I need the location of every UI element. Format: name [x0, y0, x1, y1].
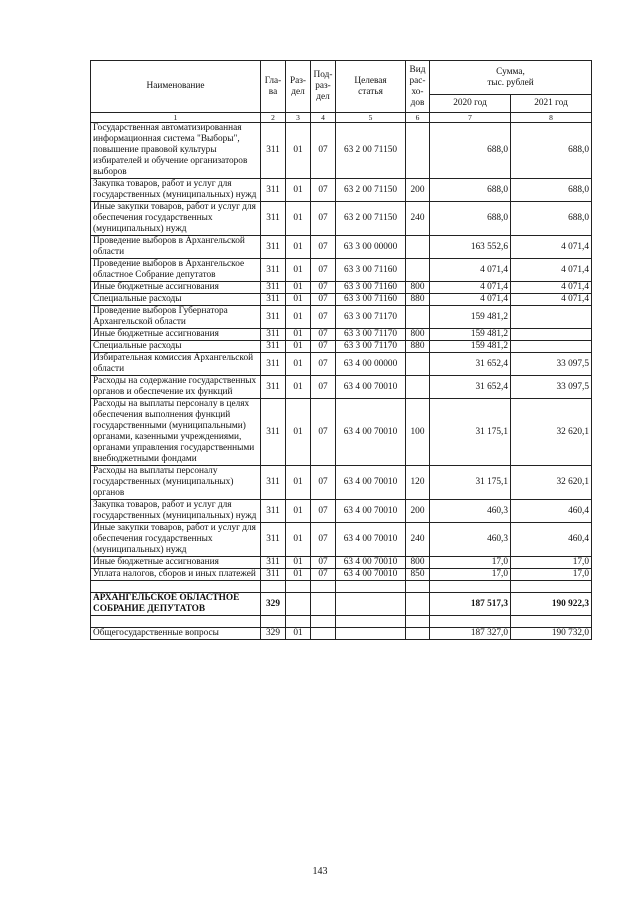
- row-sum-2021: [511, 329, 592, 341]
- row-sum-2020: 460,3: [430, 523, 511, 557]
- row-target: 63 3 00 00000: [336, 236, 406, 259]
- row-sum-2021: [511, 616, 592, 628]
- row-sum-2020: [430, 581, 511, 593]
- row-sum-2021: 460,4: [511, 500, 592, 523]
- row-sum-2021: 190 922,3: [511, 593, 592, 616]
- row-glava: 311: [261, 557, 286, 569]
- column-number: 1: [91, 113, 261, 123]
- row-sum-2020: 159 481,2: [430, 306, 511, 329]
- row-podrazdel: 07: [311, 236, 336, 259]
- row-glava: 311: [261, 179, 286, 202]
- row-vid: 120: [406, 466, 430, 500]
- row-sum-2021: 4 071,4: [511, 259, 592, 282]
- row-glava: 311: [261, 569, 286, 581]
- row-sum-2020: 159 481,2: [430, 329, 511, 341]
- row-target: 63 4 00 70010: [336, 466, 406, 500]
- table-row: [91, 236, 592, 259]
- row-vid: [406, 376, 430, 399]
- column-number: 7: [430, 113, 511, 123]
- row-vid: 850: [406, 569, 430, 581]
- row-vid: 240: [406, 202, 430, 236]
- row-podrazdel: 07: [311, 202, 336, 236]
- row-razdel: 01: [286, 466, 311, 500]
- row-name: Иные закупки товаров, работ и услуг для обеспечения государственных (муниципальных) нужд: [91, 202, 261, 236]
- row-sum-2021: 33 097,5: [511, 376, 592, 399]
- row-glava: 311: [261, 282, 286, 294]
- row-razdel: 01: [286, 341, 311, 353]
- row-sum-2020: 460,3: [430, 500, 511, 523]
- table-row: [91, 294, 592, 306]
- row-sum-2021: 460,4: [511, 523, 592, 557]
- table-row: [91, 179, 592, 202]
- row-podrazdel: [311, 581, 336, 593]
- row-sum-2021: [511, 581, 592, 593]
- row-razdel: 01: [286, 523, 311, 557]
- row-name: [91, 616, 261, 628]
- row-target: 63 3 00 71160: [336, 259, 406, 282]
- row-name: Расходы на выплаты персоналу в целях обеспечения выполнения функций государственными (муниципальными) органами, казенными учреждениями, органами управления государственными внебюджетными фондами: [91, 399, 261, 466]
- header-2020-text: 2020 год: [453, 98, 487, 108]
- row-name: Расходы на выплаты персоналу государственных (муниципальных) органов: [91, 466, 261, 500]
- row-target: 63 4 00 70010: [336, 376, 406, 399]
- row-vid: 200: [406, 179, 430, 202]
- column-number: 8: [511, 113, 592, 123]
- header-sum: [430, 61, 592, 95]
- row-sum-2021: [511, 306, 592, 329]
- header-2020: [430, 95, 511, 113]
- row-vid: 800: [406, 282, 430, 294]
- row-sum-2020: 4 071,4: [430, 259, 511, 282]
- table-row: [91, 329, 592, 341]
- row-vid: [406, 306, 430, 329]
- row-sum-2020: 159 481,2: [430, 341, 511, 353]
- row-sum-2020: 688,0: [430, 202, 511, 236]
- row-vid: [406, 259, 430, 282]
- row-target: 63 4 00 70010: [336, 557, 406, 569]
- row-razdel: [286, 616, 311, 628]
- row-razdel: 01: [286, 179, 311, 202]
- row-podrazdel: 07: [311, 466, 336, 500]
- row-name: Иные бюджетные ассигнования: [91, 282, 261, 294]
- row-razdel: 01: [286, 329, 311, 341]
- row-sum-2020: 688,0: [430, 179, 511, 202]
- row-glava: 311: [261, 259, 286, 282]
- row-vid: [406, 353, 430, 376]
- row-glava: 311: [261, 202, 286, 236]
- row-podrazdel: 07: [311, 282, 336, 294]
- row-podrazdel: 07: [311, 557, 336, 569]
- row-name: Проведение выборов в Архангельское областное Собрание депутатов: [91, 259, 261, 282]
- row-glava: 329: [261, 628, 286, 640]
- row-vid: 800: [406, 329, 430, 341]
- row-sum-2021: 688,0: [511, 123, 592, 179]
- row-glava: 311: [261, 294, 286, 306]
- row-target: 63 3 00 71170: [336, 341, 406, 353]
- header-vid-text: Вид рас- хо- дов: [409, 64, 426, 108]
- row-sum-2020: 31 175,1: [430, 466, 511, 500]
- row-podrazdel: 07: [311, 259, 336, 282]
- table-row: [91, 500, 592, 523]
- table-row: [91, 282, 592, 294]
- row-podrazdel: 07: [311, 569, 336, 581]
- row-target: [336, 581, 406, 593]
- row-target: 63 3 00 71160: [336, 282, 406, 294]
- row-podrazdel: 07: [311, 353, 336, 376]
- row-sum-2020: 187 327,0: [430, 628, 511, 640]
- row-podrazdel: 07: [311, 376, 336, 399]
- row-target: 63 3 00 71170: [336, 329, 406, 341]
- row-sum-2020: 31 175,1: [430, 399, 511, 466]
- row-name: Иные закупки товаров, работ и услуг для обеспечения государственных (муниципальных) нужд: [91, 523, 261, 557]
- row-glava: 311: [261, 236, 286, 259]
- row-razdel: 01: [286, 376, 311, 399]
- table-row: [91, 123, 592, 179]
- header-2021: [511, 95, 592, 113]
- row-vid: 200: [406, 500, 430, 523]
- row-sum-2020: 4 071,4: [430, 282, 511, 294]
- table-row: [91, 593, 592, 616]
- row-vid: [406, 616, 430, 628]
- row-name: Уплата налогов, сборов и иных платежей: [91, 569, 261, 581]
- table-row: [91, 616, 592, 628]
- row-razdel: 01: [286, 399, 311, 466]
- header-target: [336, 61, 406, 113]
- row-razdel: 01: [286, 282, 311, 294]
- row-glava: 311: [261, 500, 286, 523]
- row-sum-2020: 187 517,3: [430, 593, 511, 616]
- table-row: [91, 202, 592, 236]
- row-vid: [406, 581, 430, 593]
- row-vid: [406, 236, 430, 259]
- row-sum-2020: 31 652,4: [430, 353, 511, 376]
- table-row: [91, 399, 592, 466]
- row-sum-2020: [430, 616, 511, 628]
- row-name: АРХАНГЕЛЬСКОЕ ОБЛАСТНОЕ СОБРАНИЕ ДЕПУТАТОВ: [91, 593, 261, 616]
- row-glava: 311: [261, 353, 286, 376]
- header-name-text: Наименование: [146, 81, 205, 91]
- budget-table: [90, 60, 592, 640]
- row-name: Общегосударственные вопросы: [91, 628, 261, 640]
- row-razdel: 01: [286, 569, 311, 581]
- row-sum-2021: 32 620,1: [511, 399, 592, 466]
- row-name: Проведение выборов Губернатора Архангельской области: [91, 306, 261, 329]
- row-glava: 311: [261, 523, 286, 557]
- row-podrazdel: 07: [311, 329, 336, 341]
- row-target: 63 2 00 71150: [336, 123, 406, 179]
- row-podrazdel: 07: [311, 399, 336, 466]
- table-row: [91, 353, 592, 376]
- row-razdel: 01: [286, 500, 311, 523]
- row-target: 63 3 00 71170: [336, 306, 406, 329]
- table-row: [91, 628, 592, 640]
- table-row: [91, 376, 592, 399]
- row-sum-2021: 17,0: [511, 569, 592, 581]
- table-row: [91, 259, 592, 282]
- row-sum-2021: 17,0: [511, 557, 592, 569]
- row-podrazdel: [311, 628, 336, 640]
- row-glava: [261, 581, 286, 593]
- row-name: [91, 581, 261, 593]
- table-row: [91, 581, 592, 593]
- header-podrazdel-text: Под- раз- дел: [313, 70, 333, 102]
- row-sum-2021: 32 620,1: [511, 466, 592, 500]
- row-name: Закупка товаров, работ и услуг для государственных (муниципальных) нужд: [91, 500, 261, 523]
- row-target: 63 2 00 71150: [336, 179, 406, 202]
- column-number: 3: [286, 113, 311, 123]
- row-glava: 311: [261, 466, 286, 500]
- row-glava: 311: [261, 306, 286, 329]
- row-name: Иные бюджетные ассигнования: [91, 557, 261, 569]
- row-target: [336, 616, 406, 628]
- row-podrazdel: 07: [311, 341, 336, 353]
- row-vid: 100: [406, 399, 430, 466]
- row-razdel: 01: [286, 123, 311, 179]
- row-glava: 311: [261, 123, 286, 179]
- row-glava: 311: [261, 376, 286, 399]
- header-glava: [261, 61, 286, 113]
- row-razdel: 01: [286, 306, 311, 329]
- header-podrazdel: [311, 61, 336, 113]
- row-name: Расходы на содержание государственных органов и обеспечение их функций: [91, 376, 261, 399]
- row-podrazdel: 07: [311, 179, 336, 202]
- row-sum-2021: 688,0: [511, 202, 592, 236]
- table-row: [91, 523, 592, 557]
- row-razdel: [286, 593, 311, 616]
- table-body: [91, 123, 592, 640]
- header-razdel-text: Раз- дел: [289, 75, 307, 97]
- row-razdel: 01: [286, 353, 311, 376]
- row-name: Иные бюджетные ассигнования: [91, 329, 261, 341]
- header-sum-text: Сумма, тыс. рублей: [487, 66, 534, 88]
- row-sum-2020: 17,0: [430, 557, 511, 569]
- row-vid: 880: [406, 341, 430, 353]
- row-target: 63 4 00 00000: [336, 353, 406, 376]
- row-podrazdel: [311, 616, 336, 628]
- row-sum-2021: 4 071,4: [511, 282, 592, 294]
- row-vid: [406, 593, 430, 616]
- column-number: 4: [311, 113, 336, 123]
- header-target-text: Целевая статья: [354, 75, 387, 97]
- row-sum-2021: 4 071,4: [511, 236, 592, 259]
- row-razdel: 01: [286, 259, 311, 282]
- table-row: [91, 341, 592, 353]
- row-name: Специальные расходы: [91, 341, 261, 353]
- row-name: Избирательная комиссия Архангельской области: [91, 353, 261, 376]
- row-vid: [406, 123, 430, 179]
- column-number: 2: [261, 113, 286, 123]
- header-glava-text: Гла- ва: [264, 75, 282, 97]
- row-podrazdel: 07: [311, 500, 336, 523]
- row-target: [336, 593, 406, 616]
- row-name: Закупка товаров, работ и услуг для государственных (муниципальных) нужд: [91, 179, 261, 202]
- row-glava: 311: [261, 341, 286, 353]
- table-row: [91, 557, 592, 569]
- row-sum-2020: 4 071,4: [430, 294, 511, 306]
- row-vid: 800: [406, 557, 430, 569]
- row-glava: 329: [261, 593, 286, 616]
- row-vid: [406, 628, 430, 640]
- row-sum-2020: 17,0: [430, 569, 511, 581]
- row-sum-2020: 688,0: [430, 123, 511, 179]
- row-glava: [261, 616, 286, 628]
- row-name: Специальные расходы: [91, 294, 261, 306]
- row-podrazdel: 07: [311, 294, 336, 306]
- row-sum-2021: 4 071,4: [511, 294, 592, 306]
- row-target: 63 3 00 71160: [336, 294, 406, 306]
- row-razdel: 01: [286, 557, 311, 569]
- row-razdel: 01: [286, 628, 311, 640]
- row-razdel: [286, 581, 311, 593]
- row-target: 63 2 00 71150: [336, 202, 406, 236]
- row-sum-2021: [511, 341, 592, 353]
- page-number: 143: [312, 866, 328, 877]
- row-target: 63 4 00 70010: [336, 399, 406, 466]
- row-sum-2020: 163 552,6: [430, 236, 511, 259]
- row-podrazdel: [311, 593, 336, 616]
- row-vid: 880: [406, 294, 430, 306]
- row-podrazdel: 07: [311, 523, 336, 557]
- table-header: [91, 61, 592, 123]
- row-glava: 311: [261, 399, 286, 466]
- row-podrazdel: 07: [311, 123, 336, 179]
- header-2021-text: 2021 год: [534, 98, 568, 108]
- column-number: 5: [336, 113, 406, 123]
- row-name: Государственная автоматизированная информационная система "Выборы", повышение правовой культуры избирателей и обучение организаторов выборов: [91, 123, 261, 179]
- row-target: 63 4 00 70010: [336, 500, 406, 523]
- row-target: 63 4 00 70010: [336, 523, 406, 557]
- row-sum-2020: 31 652,4: [430, 376, 511, 399]
- row-target: [336, 628, 406, 640]
- row-vid: 240: [406, 523, 430, 557]
- column-number: 6: [406, 113, 430, 123]
- header-razdel: [286, 61, 311, 113]
- header-name: [91, 61, 261, 113]
- table-row: [91, 466, 592, 500]
- row-glava: 311: [261, 329, 286, 341]
- table-row: [91, 306, 592, 329]
- table-row: [91, 569, 592, 581]
- row-razdel: 01: [286, 294, 311, 306]
- column-number-row: [91, 113, 592, 123]
- row-razdel: 01: [286, 202, 311, 236]
- row-target: 63 4 00 70010: [336, 569, 406, 581]
- row-sum-2021: 688,0: [511, 179, 592, 202]
- row-podrazdel: 07: [311, 306, 336, 329]
- header-vid: [406, 61, 430, 113]
- row-razdel: 01: [286, 236, 311, 259]
- row-sum-2021: 33 097,5: [511, 353, 592, 376]
- row-sum-2021: 190 732,0: [511, 628, 592, 640]
- row-name: Проведение выборов в Архангельской области: [91, 236, 261, 259]
